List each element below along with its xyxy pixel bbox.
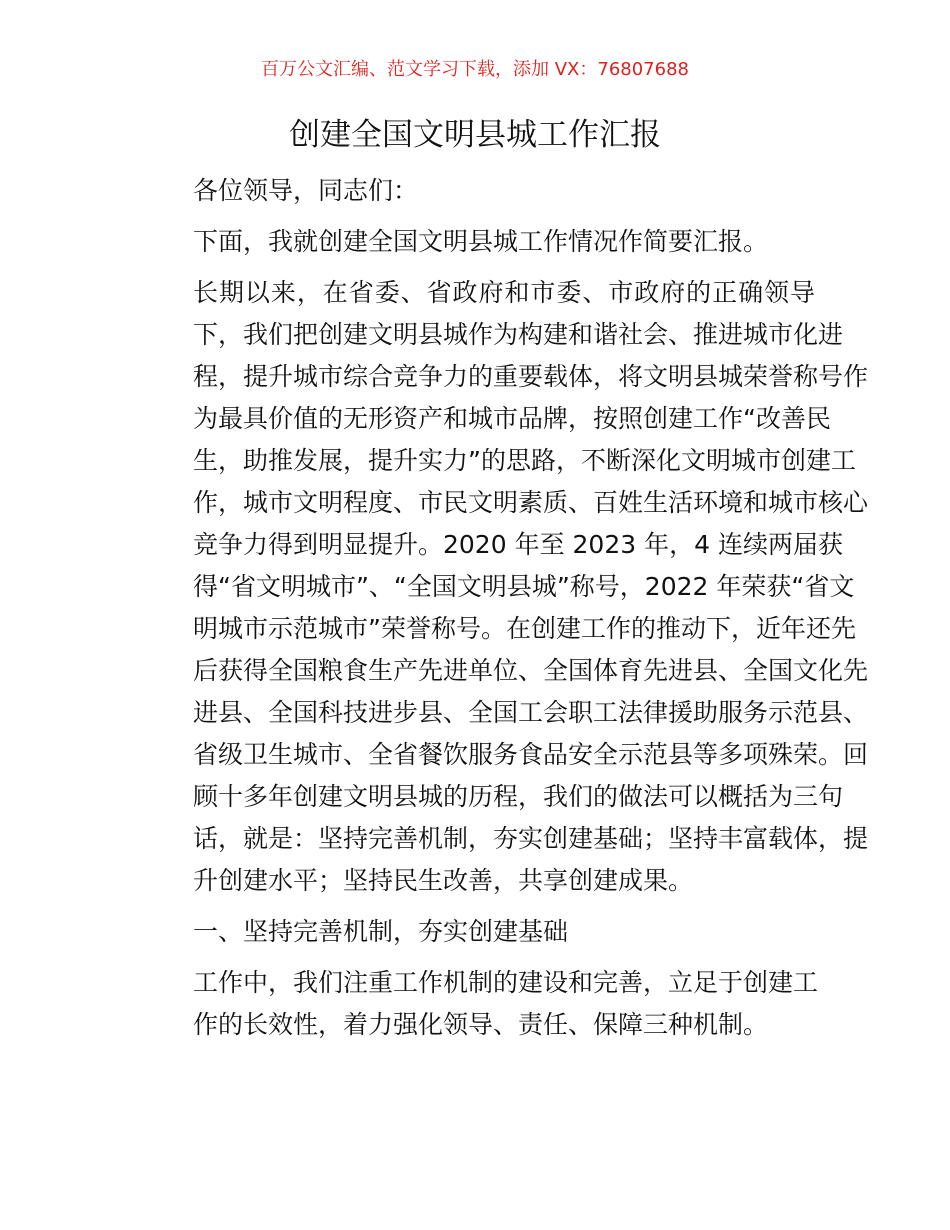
paragraph-line: 升创建水平；坚持民生改善，共享创建成果。 <box>193 866 694 895</box>
paragraph <box>143 911 815 953</box>
paragraph-line: 后获得全国粮食生产先进单位、全国体育先进县、全国文化先 <box>193 656 869 685</box>
paragraph-line: 工作中，我们注重工作机制的建设和完善，立足于创建工 <box>193 968 819 997</box>
paragraph-line: 为最具价值的无形资产和城市品牌，按照创建工作“改善民 <box>193 404 831 433</box>
paragraph <box>143 170 815 212</box>
download-notice: 百万公文汇编、范文学习下载，添加 VX：76807688 <box>261 59 689 80</box>
document-title: 创建全国文明县城工作汇报 <box>289 117 661 153</box>
paragraph-line: 下面，我就创建全国文明县城工作情况作简要汇报。 <box>193 227 769 256</box>
paragraph-line: 程，提升城市综合竞争力的重要载体，将文明县城荣誉称号作 <box>193 362 869 391</box>
paragraph-line: 长期以来，在省委、省政府和市委、市政府的正确领导 <box>193 278 815 307</box>
paragraph-line: 省级卫生城市、全省餐饮服务食品安全示范县等多项殊荣。回 <box>193 740 869 769</box>
paragraph-line: 得“省文明城市”、“全国文明县城”称号，2022 年荣获“省文 <box>193 572 855 601</box>
paragraph-line: 生，助推发展，提升实力”的思路，不断深化文明城市创建工 <box>193 446 856 475</box>
paragraph-line: 作的长效性，着力强化领导、责任、保障三种机制。 <box>193 1010 769 1039</box>
paragraph-line: 一、坚持完善机制，夯实创建基础 <box>193 917 569 946</box>
paragraph-line: 明城市示范城市”荣誉称号。在创建工作的推动下，近年还先 <box>193 614 856 643</box>
paragraph <box>143 272 869 902</box>
paragraph-line: 顾十多年创建文明县城的历程，我们的做法可以概括为三句 <box>193 782 844 811</box>
paragraph-line: 竞争力得到明显提升。2020 年至 2023 年，4 连续两届获 <box>193 530 843 559</box>
paragraph-line: 进县、全国科技进步县、全国工会职工法律援助服务示范县、 <box>193 698 869 727</box>
paragraph <box>143 221 815 263</box>
document-body <box>143 170 869 1055</box>
paragraph-line: 各位领导，同志们： <box>193 176 419 205</box>
paragraph-line: 下，我们把创建文明县城作为构建和谐社会、推进城市化进 <box>193 320 844 349</box>
paragraph <box>143 962 819 1046</box>
paragraph-line: 话，就是：坚持完善机制，夯实创建基础；坚持丰富载体，提 <box>193 824 869 853</box>
paragraph-line: 作，城市文明程度、市民文明素质、百姓生活环境和城市核心 <box>193 488 869 517</box>
